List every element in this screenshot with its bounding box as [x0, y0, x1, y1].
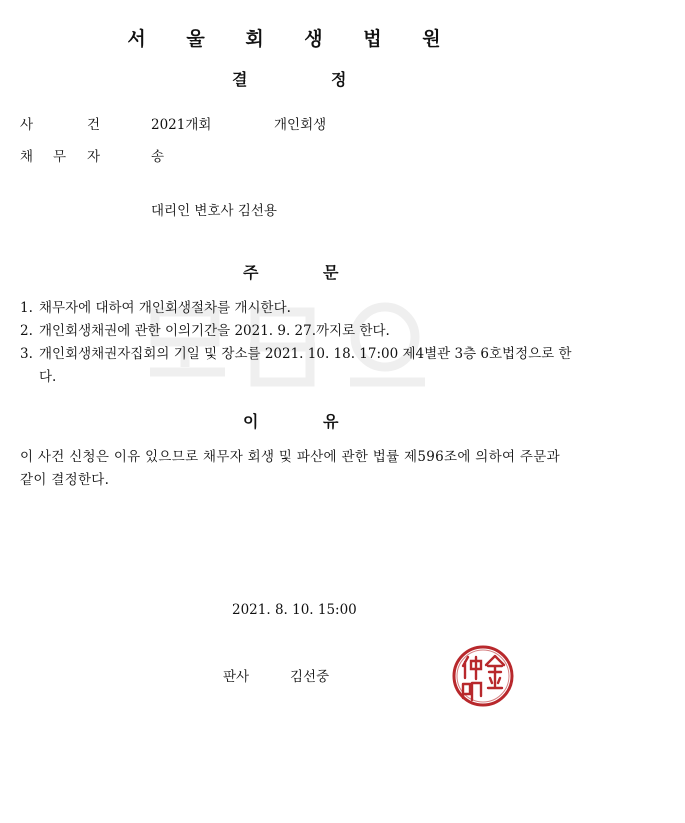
- case-number: 2021개회: [151, 117, 212, 133]
- case-label-char-2: 건: [87, 117, 101, 133]
- document-title-right: 정: [331, 70, 347, 89]
- decision-date: 2021. 8. 10. 15:00: [232, 602, 357, 618]
- reason-heading-right: 유: [323, 412, 339, 431]
- order-item: [20, 320, 580, 343]
- order-heading-right: 문: [323, 263, 339, 282]
- judge-name: 김선중: [290, 669, 330, 685]
- order-item-text: 채무자에 대하여 개인회생절차를 개시한다.: [39, 300, 291, 316]
- reason-text: 이 사건 신청은 이유 있으므로 채무자 회생 및 파산에 관한 법률 제596조에 의하여 주문과 같이 결정한다.: [20, 449, 560, 488]
- debtor-label-char-2: 무: [53, 149, 67, 165]
- order-item-number: 1.: [20, 300, 33, 316]
- order-item: [20, 343, 579, 389]
- judge-seal-stamp: [451, 644, 515, 708]
- debtor-name: 송: [151, 149, 165, 165]
- order-item-text: 개인회생채권자집회의 기일 및 장소를 2021. 10. 18. 17:00 제4별관 3층 6호법정으로 한다.: [39, 346, 572, 385]
- order-heading-left: 주: [243, 263, 259, 282]
- debtor-label-char-3: 자: [87, 149, 101, 165]
- case-label-char-1: 사: [20, 117, 34, 133]
- court-name: 서 울 회 생 법 원: [127, 28, 458, 50]
- order-item-text: 개인회생채권에 관한 이의기간을 2021. 9. 27.까지로 한다.: [39, 323, 390, 339]
- order-list: [20, 297, 580, 389]
- order-item-number: 3.: [20, 346, 33, 362]
- order-item-number: 2.: [20, 323, 33, 339]
- agent-attorney: 대리인 변호사 김선용: [151, 203, 277, 219]
- order-item: [20, 297, 580, 320]
- document-title-left: 결: [232, 70, 248, 89]
- case-type: 개인회생: [274, 117, 327, 133]
- judge-title: 판사: [223, 669, 250, 685]
- reason-heading-left: 이: [243, 412, 259, 431]
- debtor-label-char-1: 채: [20, 149, 34, 165]
